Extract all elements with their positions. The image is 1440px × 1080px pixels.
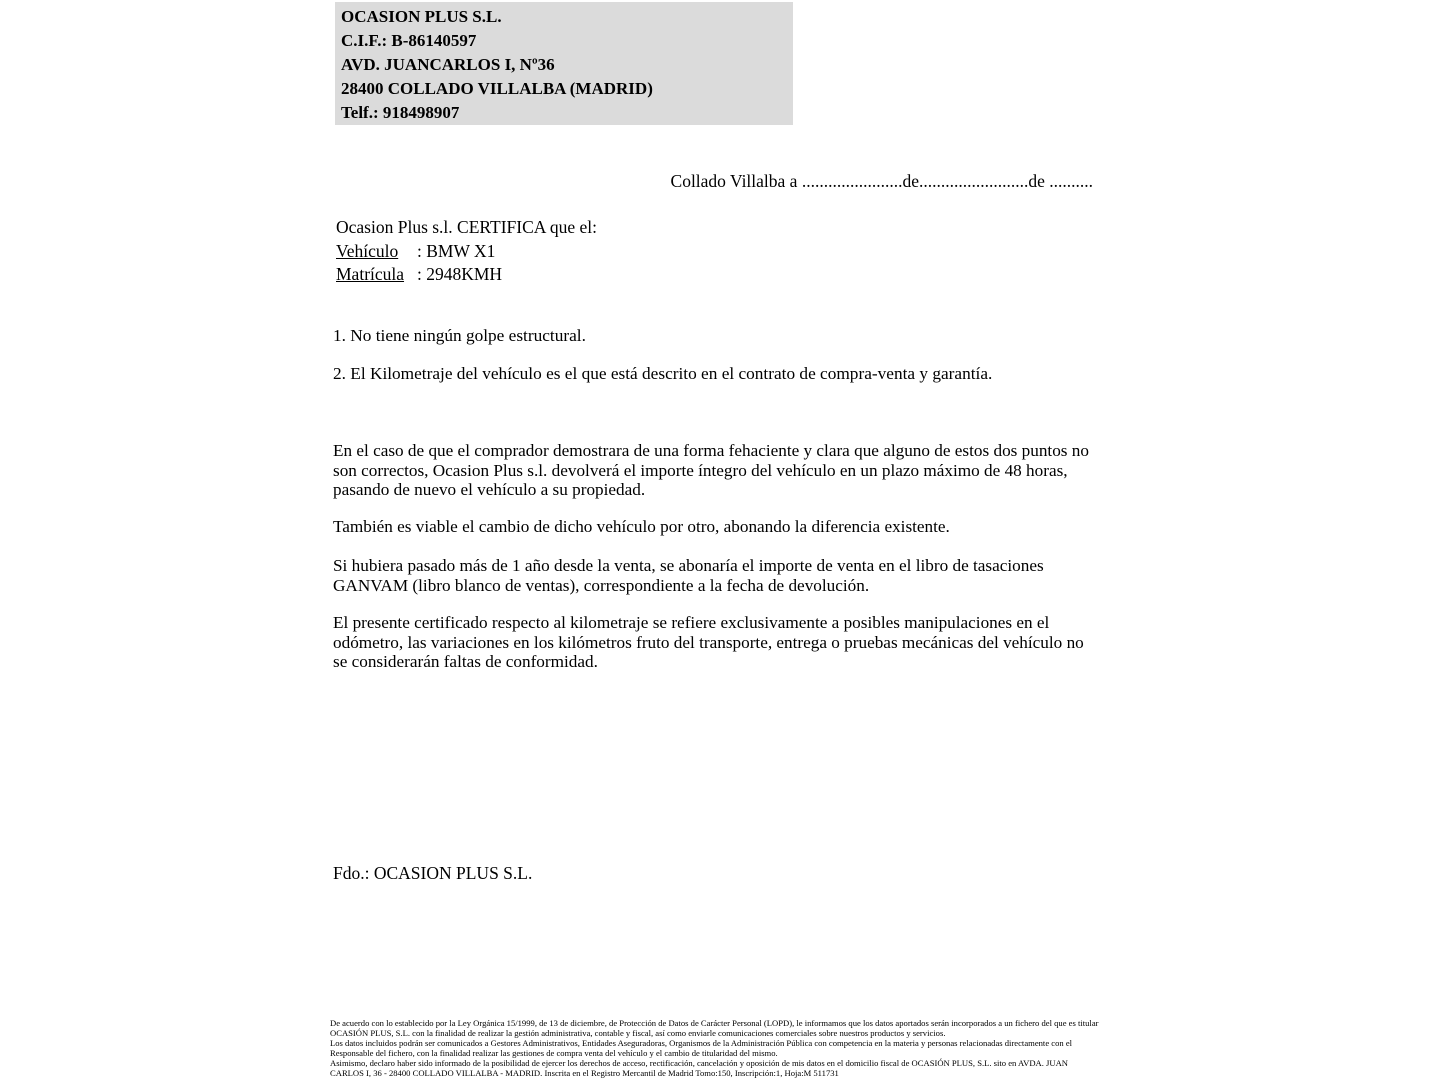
- paragraph-odometer-disclaimer: El presente certificado respecto al kilometraje se refiere exclusivamente a posibles manipulaciones en el odómetro, las variaciones en los kilómetros fruto del transporte, entrega o pruebas mecánicas del vehículo no se considerarán faltas de conformidad.: [333, 613, 1084, 672]
- legal-footer: [330, 1019, 1120, 1078]
- company-city: 28400 COLLADO VILLALBA (MADRID): [341, 79, 653, 98]
- plate-value: : 2948KMH: [417, 264, 503, 284]
- signature-line: Fdo.: OCASION PLUS S.L.: [333, 863, 533, 883]
- certification-block: [336, 216, 597, 287]
- legal-footer-line: Los datos incluidos podrán ser comunicados a Gestores Administrativos, Entidades Aseguradoras, Organismos de la Administración Pública con competencia en la materia y personas relacionadas directamente con el: [330, 1037, 1073, 1048]
- vehicle-value: : BMW X1: [417, 240, 496, 261]
- certified-point-1: 1. No tiene ningún golpe estructural.: [333, 326, 586, 345]
- legal-footer-line: CARLOS I, 36 - 28400 COLLADO VILLALBA - MADRID. Inscrita en el Registro Mercantil de Madrid Tomo:150, Inscripción:1, Hoja:M 511731: [330, 1067, 839, 1078]
- company-cif: C.I.F.: B-86140597: [341, 31, 477, 50]
- vehicle-row: [336, 240, 597, 264]
- legal-footer-line: Responsable del fichero, con la finalidad realizar las gestiones de compra venta del vehículo y el cambio de titularidad del mismo.: [330, 1047, 778, 1058]
- legal-footer-line: Asimismo, declaro haber sido informado de la posibilidad de ejercer los derechos de acceso, rectificación, cancelación y oposición de mis datos en el domicilio fiscal de OCASIÓN PLUS, S.L. sito en AVDA. JUAN: [330, 1057, 1069, 1068]
- legal-footer-line: De acuerdo con lo establecido por la Ley Orgánica 15/1999, de 13 de diciembre, de Protección de Datos de Carácter Personal (LOPD), le informamos que los datos aportados serán incorporados a un fichero del que es titular: [330, 1018, 1099, 1028]
- paragraph-exchange-option: También es viable el cambio de dicho vehículo por otro, abonando la diferencia existente.: [333, 517, 950, 536]
- certification-intro: Ocasion Plus s.l. CERTIFICA que el:: [336, 217, 597, 237]
- legal-footer-line: OCASIÓN PLUS, S.L. con la finalidad de realizar la gestión administrativa, contable y fiscal, así como enviarle comunicaciones comerciales sobre nuestros productos y servicios.: [330, 1027, 946, 1038]
- company-address: AVD. JUANCARLOS I, Nº36: [341, 55, 555, 74]
- certified-point-2: 2. El Kilometraje del vehículo es el que está descrito en el contrato de compra-venta y garantía.: [333, 364, 993, 383]
- paragraph-refund-terms: En el caso de que el comprador demostrara de una forma fehaciente y clara que alguno de estos dos puntos no son correctos, Ocasion Plus s.l. devolverá el importe íntegro del vehículo en un plazo máximo de 48 horas, pasando de nuevo el vehículo a su propiedad.: [333, 441, 1089, 500]
- vehicle-label: Vehículo: [336, 240, 399, 261]
- paragraph-ganvam-valuation: Si hubiera pasado más de 1 año desde la venta, se abonaría el importe de venta en el libro de tasaciones GANVAM (libro blanco de ventas), correspondiente a la fecha de devolución.: [333, 556, 1044, 595]
- company-letterhead: [335, 2, 793, 125]
- company-phone: Telf.: 918498907: [341, 103, 460, 122]
- plate-row: [336, 263, 597, 287]
- plate-label: Matrícula: [336, 264, 405, 284]
- company-name: OCASION PLUS S.L.: [341, 7, 502, 26]
- date-line: Collado Villalba a .......................de.........................de ..........: [670, 171, 1093, 191]
